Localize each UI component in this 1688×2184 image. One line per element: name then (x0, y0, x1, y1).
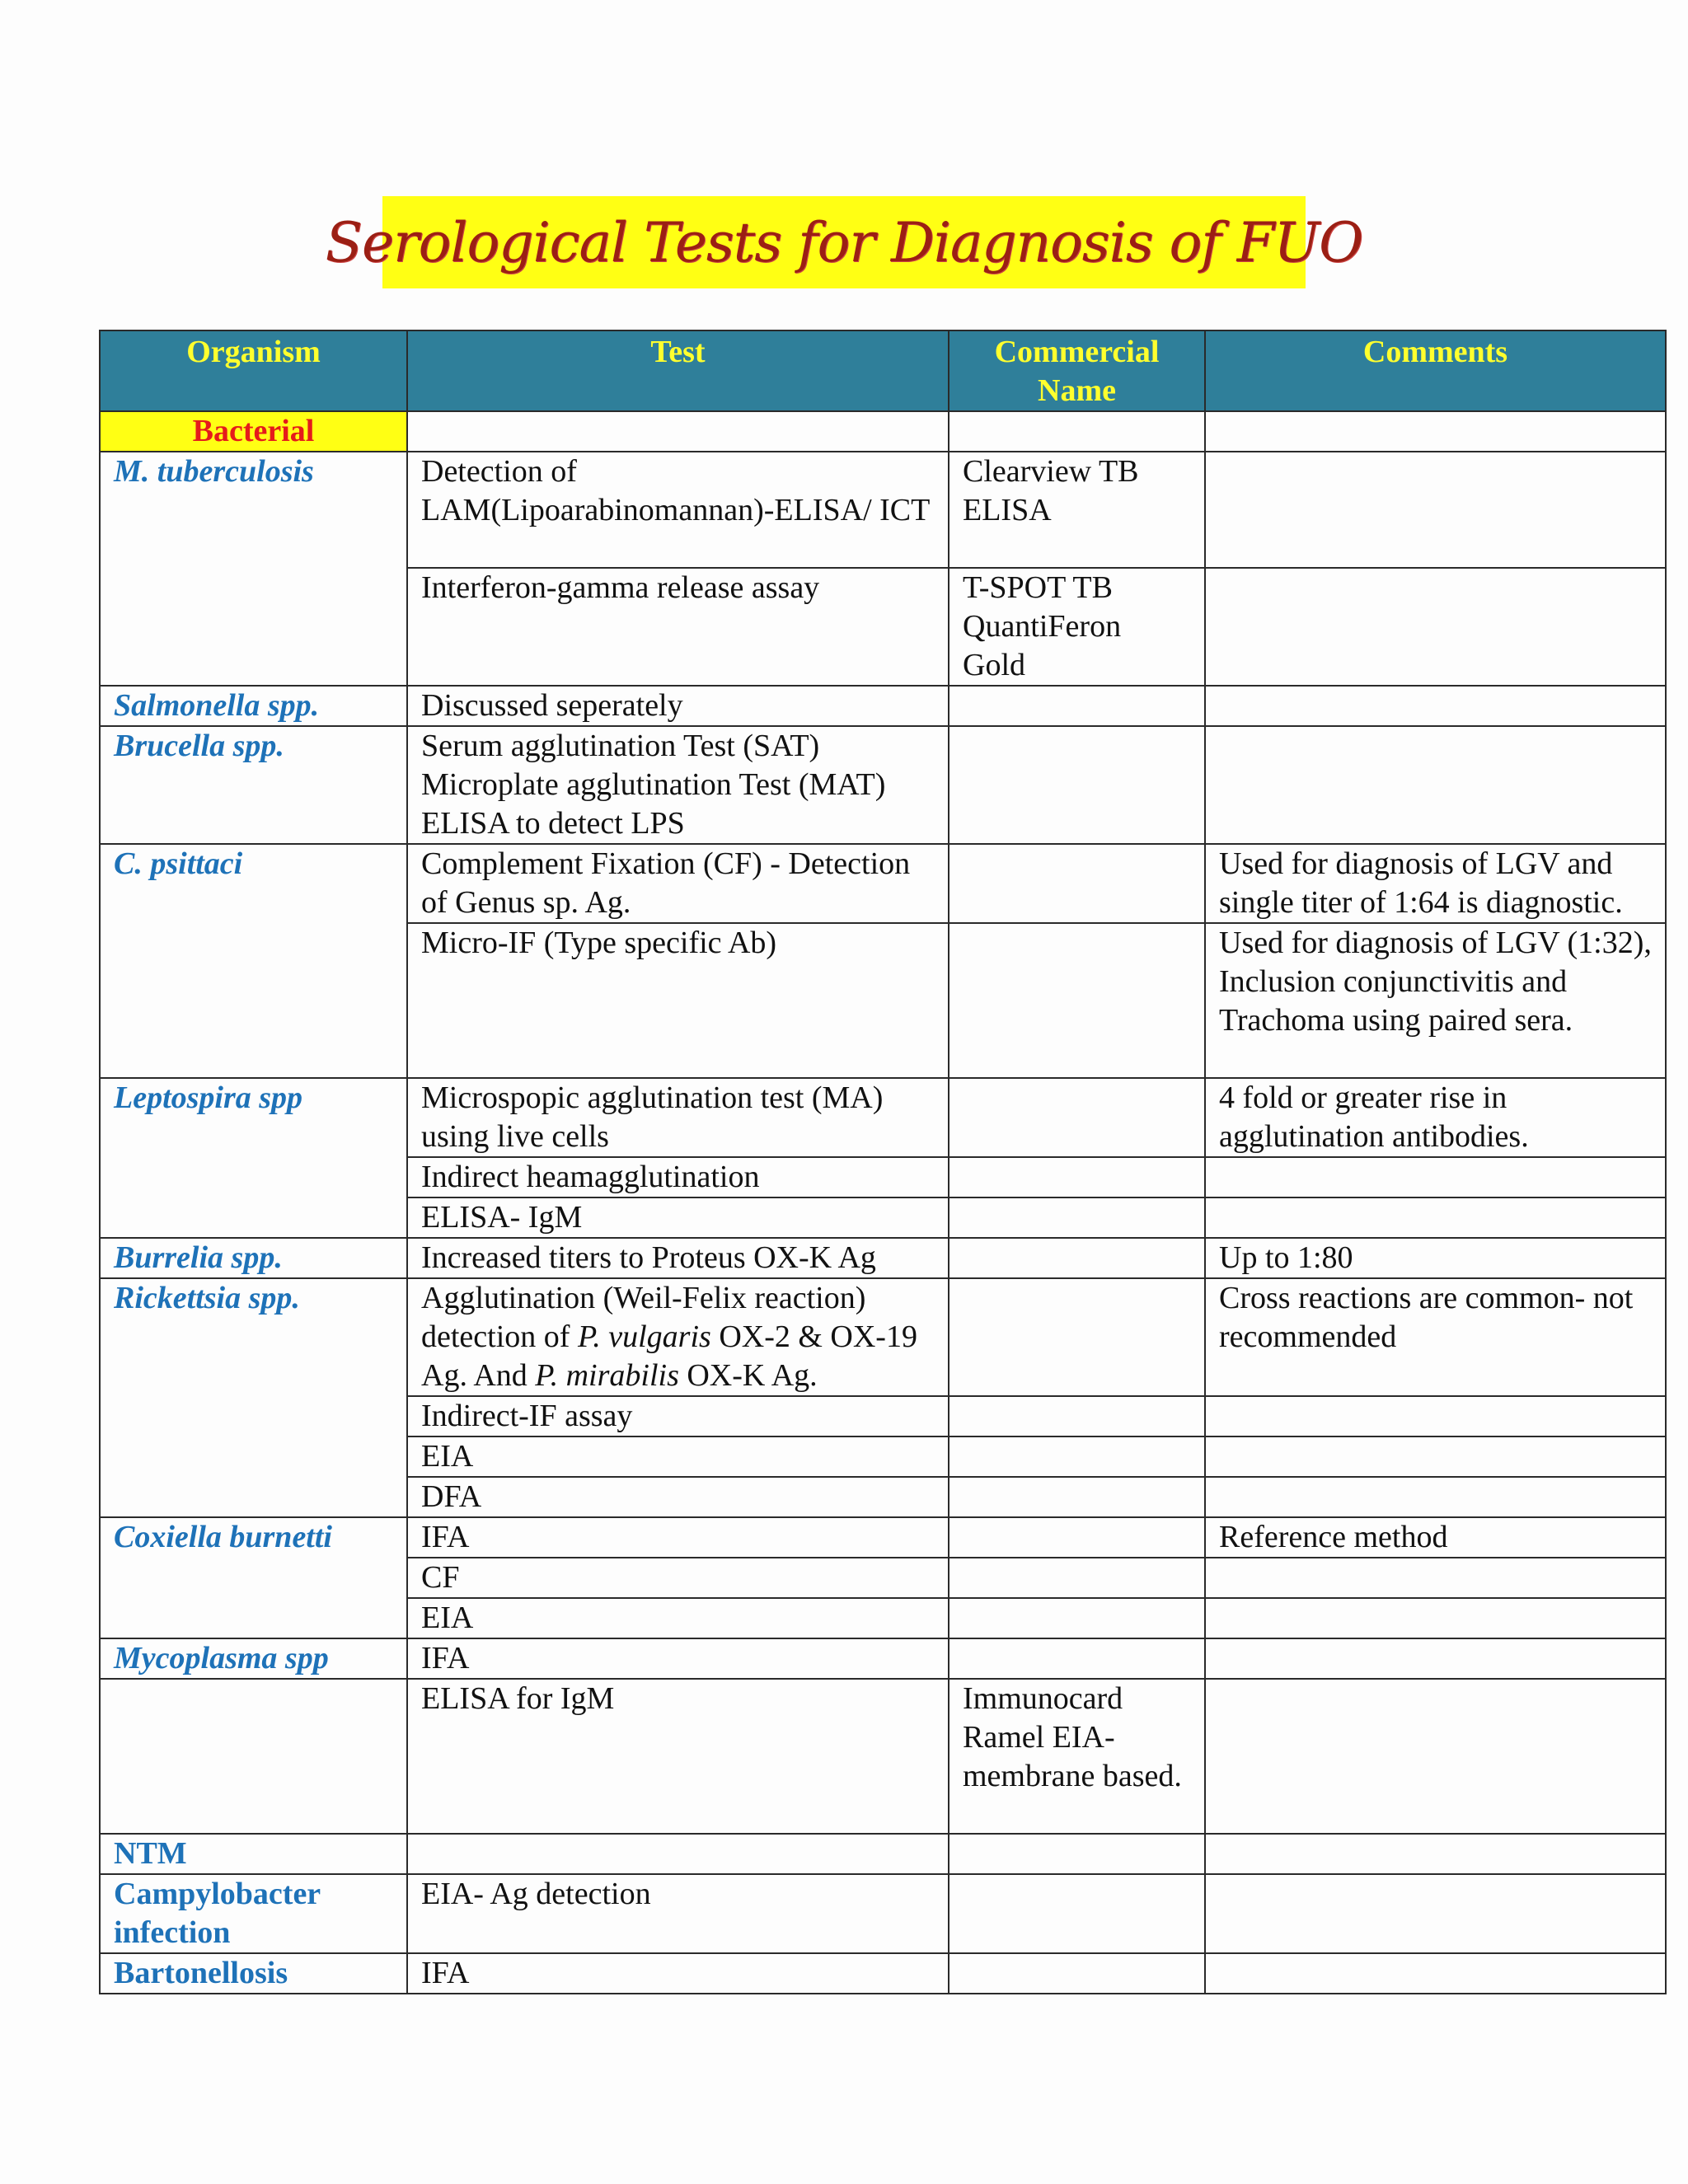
commercial-cell (949, 1197, 1205, 1238)
organism-cell: C. psittaci (100, 844, 407, 923)
commercial-cell (949, 686, 1205, 726)
comments-cell (1205, 1558, 1666, 1598)
organism-cell: Burrelia spp. (100, 1238, 407, 1278)
test-line: Microplate agglutination Test (MAT) (421, 767, 886, 802)
organism-cell (100, 1477, 407, 1517)
commercial-cell (949, 1436, 1205, 1477)
test-cell: Increased titers to Proteus OX-K Ag (407, 1238, 949, 1278)
commercial-cell (949, 1396, 1205, 1436)
test-text: Agglutination (Weil-Felix reaction) detection of (421, 1281, 866, 1354)
table-row (100, 1477, 1666, 1517)
col-header-organism: Organism (100, 330, 407, 411)
comments-cell: Reference method (1205, 1517, 1666, 1558)
comments-cell (1205, 1197, 1666, 1238)
test-cell (407, 1834, 949, 1874)
title-highlight (325, 196, 1363, 288)
test-cell: Indirect-IF assay (407, 1396, 949, 1436)
comments-cell (1205, 1679, 1666, 1834)
organism-cell (100, 1197, 407, 1238)
comments-cell: Cross reactions are common- not recommended (1205, 1278, 1666, 1396)
table-row (100, 1598, 1666, 1638)
comments-cell (1205, 1477, 1666, 1517)
organism-cell (100, 1396, 407, 1436)
test-cell: Detection of LAM(Lipoarabinomannan)-ELISA/ ICT (407, 452, 949, 568)
comments-cell: Used for diagnosis of LGV and single titer of 1:64 is diagnostic. (1205, 844, 1666, 923)
comments-cell: Used for diagnosis of LGV (1:32), Inclusion conjunctivitis and Trachoma using paired sera. (1205, 923, 1666, 1078)
table-row (100, 452, 1666, 568)
test-cell: Micro-IF (Type specific Ab) (407, 923, 949, 1078)
organism-cell (100, 1558, 407, 1598)
table-row (100, 686, 1666, 726)
test-text: OX-K Ag. (678, 1358, 818, 1393)
organism-cell: Mycoplasma spp (100, 1638, 407, 1679)
table-row (100, 1679, 1666, 1834)
commercial-cell (949, 1834, 1205, 1874)
table-row (100, 568, 1666, 686)
test-cell: DFA (407, 1477, 949, 1517)
comments-cell (1205, 686, 1666, 726)
table-row (100, 1197, 1666, 1238)
test-cell: IFA (407, 1517, 949, 1558)
test-cell: Microspopic agglutination test (MA) using live cells (407, 1078, 949, 1157)
test-cell: Discussed seperately (407, 686, 949, 726)
comments-cell (1205, 1834, 1666, 1874)
organism-cell (100, 923, 407, 1078)
commercial-cell (949, 923, 1205, 1078)
organism-cell: NTM (100, 1834, 407, 1874)
table-row (100, 1396, 1666, 1436)
page-title: Serological Tests for Diagnosis of FUO (325, 210, 1363, 274)
table-row (100, 844, 1666, 923)
table-row (100, 1157, 1666, 1197)
organism-cell: Bartonellosis (100, 1953, 407, 1994)
organism-cell: Campylobacter infection (100, 1874, 407, 1953)
organism-cell: M. tuberculosis (100, 452, 407, 568)
species-name: P. mirabilis (535, 1358, 679, 1393)
commercial-cell (949, 1558, 1205, 1598)
commercial-cell (949, 1517, 1205, 1558)
table-row (100, 1953, 1666, 1994)
commercial-cell (949, 1874, 1205, 1953)
comments-cell (1205, 1436, 1666, 1477)
organism-cell (100, 1157, 407, 1197)
test-cell: IFA (407, 1953, 949, 1994)
commercial-cell: Clearview TB ELISA (949, 452, 1205, 568)
test-cell: IFA (407, 1638, 949, 1679)
organism-cell (100, 1679, 407, 1834)
organism-cell: Brucella spp. (100, 726, 407, 844)
commercial-cell (949, 1278, 1205, 1396)
test-cell: EIA- Ag detection (407, 1874, 949, 1953)
table-row (100, 1517, 1666, 1558)
commercial-cell (949, 726, 1205, 844)
comments-cell (1205, 1157, 1666, 1197)
comments-cell: 4 fold or greater rise in agglutination antibodies. (1205, 1078, 1666, 1157)
fuo-serology-table (99, 330, 1667, 1994)
test-text: OX-2 & OX-19 Ag. And (421, 1319, 917, 1393)
table-row (100, 1436, 1666, 1477)
organism-cell: Leptospira spp (100, 1078, 407, 1157)
comments-cell (1205, 1598, 1666, 1638)
comments-cell (1205, 568, 1666, 686)
commercial-cell (949, 1477, 1205, 1517)
test-cell: Complement Fixation (CF) - Detection of Genus sp. Ag. (407, 844, 949, 923)
commercial-cell (949, 1078, 1205, 1157)
table-row (100, 1638, 1666, 1679)
comments-cell (1205, 1874, 1666, 1953)
section-row (100, 411, 1666, 452)
test-cell: CF (407, 1558, 949, 1598)
table-row (100, 1834, 1666, 1874)
col-header-commercial-name: Commercial Name (949, 330, 1205, 411)
commercial-cell (949, 1157, 1205, 1197)
comments-cell (1205, 1638, 1666, 1679)
test-line: Serum agglutination Test (SAT) (421, 729, 820, 763)
commercial-cell (949, 1238, 1205, 1278)
comments-cell (1205, 1396, 1666, 1436)
table-row (100, 1278, 1666, 1396)
organism-cell (100, 568, 407, 686)
table-row (100, 1558, 1666, 1598)
test-cell: ELISA- IgM (407, 1197, 949, 1238)
test-cell: ELISA for IgM (407, 1679, 949, 1834)
col-header-test: Test (407, 330, 949, 411)
section-label: Bacterial (100, 411, 407, 452)
col-header-comments: Comments (1205, 330, 1666, 411)
commercial-cell (949, 844, 1205, 923)
organism-cell: Salmonella spp. (100, 686, 407, 726)
comments-cell (1205, 1953, 1666, 1994)
comments-cell: Up to 1:80 (1205, 1238, 1666, 1278)
table-row (100, 1874, 1666, 1953)
test-cell: EIA (407, 1436, 949, 1477)
commercial-cell: Immunocard Ramel EIA-membrane based. (949, 1679, 1205, 1834)
commercial-cell: T-SPOT TB QuantiFeron Gold (949, 568, 1205, 686)
test-line: ELISA to detect LPS (421, 806, 685, 841)
comments-cell (1205, 726, 1666, 844)
test-cell (407, 726, 949, 844)
species-name: P. vulgaris (577, 1319, 711, 1354)
table-row (100, 923, 1666, 1078)
organism-cell: Coxiella burnetti (100, 1517, 407, 1558)
commercial-cell (949, 1638, 1205, 1679)
commercial-cell (949, 1598, 1205, 1638)
organism-cell (100, 1598, 407, 1638)
header-row (100, 330, 1666, 411)
table-row (100, 726, 1666, 844)
test-cell: Interferon-gamma release assay (407, 568, 949, 686)
table-row (100, 1078, 1666, 1157)
commercial-cell (949, 1953, 1205, 1994)
test-cell (407, 1278, 949, 1396)
organism-cell (100, 1436, 407, 1477)
table-row (100, 1238, 1666, 1278)
test-cell: Indirect heamagglutination (407, 1157, 949, 1197)
organism-cell: Rickettsia spp. (100, 1278, 407, 1396)
test-cell: EIA (407, 1598, 949, 1638)
comments-cell (1205, 452, 1666, 568)
